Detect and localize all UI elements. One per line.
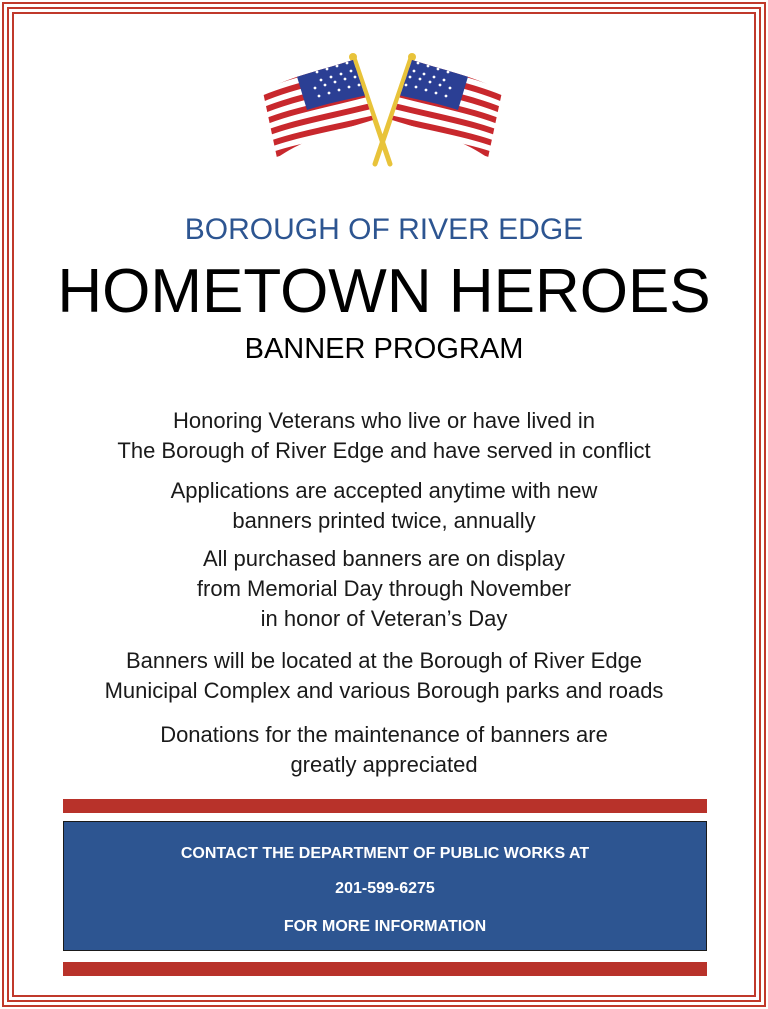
contact-phone: 201-599-6275 <box>335 880 435 897</box>
page-subtitle: BANNER PROGRAM <box>244 333 524 365</box>
red-divider-bottom <box>63 962 707 976</box>
crossed-american-flags-icon <box>255 50 510 170</box>
borough-heading: BOROUGH OF RIVER EDGE <box>184 213 584 246</box>
paragraph-line: Applications are accepted anytime with new <box>170 478 598 503</box>
paragraph-line: Municipal Complex and various Borough parks and roads <box>104 678 664 703</box>
contact-box <box>63 821 707 951</box>
paragraph-applications <box>0 476 768 536</box>
paragraph-donations <box>0 720 768 780</box>
contact-line: CONTACT THE DEPARTMENT OF PUBLIC WORKS AT <box>180 845 590 862</box>
page-title: HOMETOWN HEROES <box>57 257 711 326</box>
paragraph-line: All purchased banners are on display <box>202 546 565 571</box>
paragraph-line: in honor of Veteran’s Day <box>260 606 508 631</box>
paragraph-line: from Memorial Day through November <box>196 576 572 601</box>
contact-line: FOR MORE INFORMATION <box>283 918 487 935</box>
paragraph-honoring <box>0 406 768 466</box>
paragraph-line: Honoring Veterans who live or have lived in <box>173 408 595 433</box>
paragraph-line: The Borough of River Edge and have served in conflict <box>117 438 651 463</box>
paragraph-locations <box>0 646 768 706</box>
paragraph-line: greatly appreciated <box>290 752 478 777</box>
red-divider-top <box>63 799 707 813</box>
paragraph-line: Donations for the maintenance of banners are <box>160 722 608 747</box>
paragraph-display <box>0 544 768 634</box>
paragraph-line: Banners will be located at the Borough of River Edge <box>125 648 643 673</box>
paragraph-line: banners printed twice, annually <box>232 508 536 533</box>
